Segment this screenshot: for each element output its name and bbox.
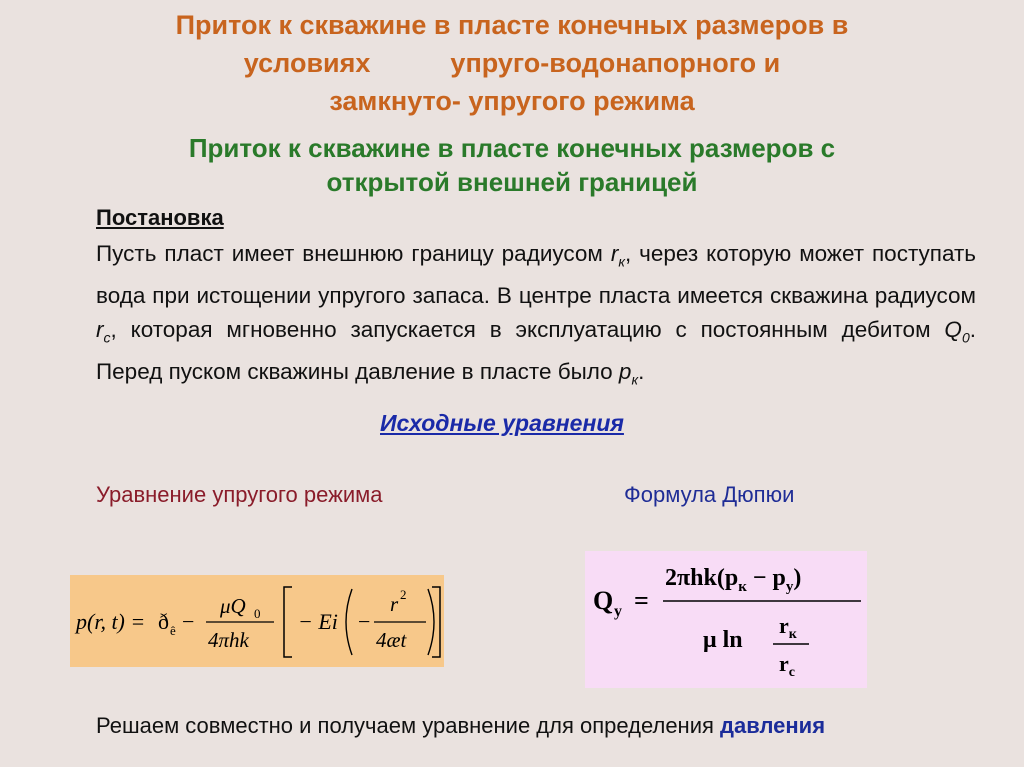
main-title-line-3: замкнуто- упругого режима (329, 86, 695, 116)
svg-text:−: − (358, 609, 371, 634)
setup-paragraph: Пусть пласт имеет внешнюю границу радиусом $r_к$, через которую может поступать вода при истощении упругого запаса. В центре пласта имеется скважина радиусом $r_с$, которая мгновенно запускается в эксплуатацию с постоянным дебитом $Q_0$. Перед пуском скважины давление в пласте было $p_к$. (96, 241, 976, 388)
subtitle (60, 131, 964, 199)
setup-heading: Постановка (96, 205, 224, 230)
conclusion-emphasis: давления (720, 713, 826, 738)
svg-text:μ ln: μ ln (703, 627, 743, 653)
svg-text:4æt: 4æt (376, 628, 407, 652)
svg-text:μQ: μQ (220, 594, 246, 618)
svg-text:− Ei: − Ei (298, 609, 338, 634)
svg-text:у: у (614, 603, 622, 620)
svg-text:2πhk(pк − pу): $2\pi hk(p_к - p_у)$ (665, 565, 802, 595)
svg-text:Q: Q (593, 586, 614, 615)
svg-text:rс: $r_с$ (779, 651, 795, 680)
elastic-regime-formula (70, 575, 444, 667)
elastic-formula-svg (70, 575, 444, 667)
main-title (60, 6, 964, 120)
svg-text:p(r, t) =: p(r, t) = (76, 609, 146, 634)
initial-equations-heading: Исходные уравнения (380, 410, 624, 436)
svg-text:=: = (634, 586, 649, 615)
dupuit-formula-label: Формула Дюпюи (624, 482, 795, 507)
main-title-line-1: Приток к скважине в пласте конечных размеров в (175, 10, 849, 40)
svg-text:2: 2 (400, 587, 407, 602)
elastic-regime-label: Уравнение упругого режима (96, 482, 383, 507)
svg-text:0: 0 (254, 606, 261, 621)
subtitle-line-1: Приток к скважине в пласте конечных размеров с (188, 133, 836, 163)
main-title-line-2: условиях упруго-водонапорного и (243, 48, 781, 78)
svg-text:−: − (182, 609, 195, 634)
conclusion-line: Решаем совместно и получаем уравнение для определения давления (96, 713, 826, 738)
svg-text:ê: ê (170, 623, 176, 638)
dupuit-formula (585, 551, 867, 688)
svg-text:4πhk: 4πhk (208, 628, 249, 652)
svg-text:rк: $r_к$ (779, 613, 797, 642)
subtitle-line-2: открытой внешней границей (326, 167, 698, 197)
dupuit-formula-svg (585, 551, 867, 688)
svg-text:ð: ð (158, 609, 169, 634)
svg-text:r: r (390, 592, 399, 616)
